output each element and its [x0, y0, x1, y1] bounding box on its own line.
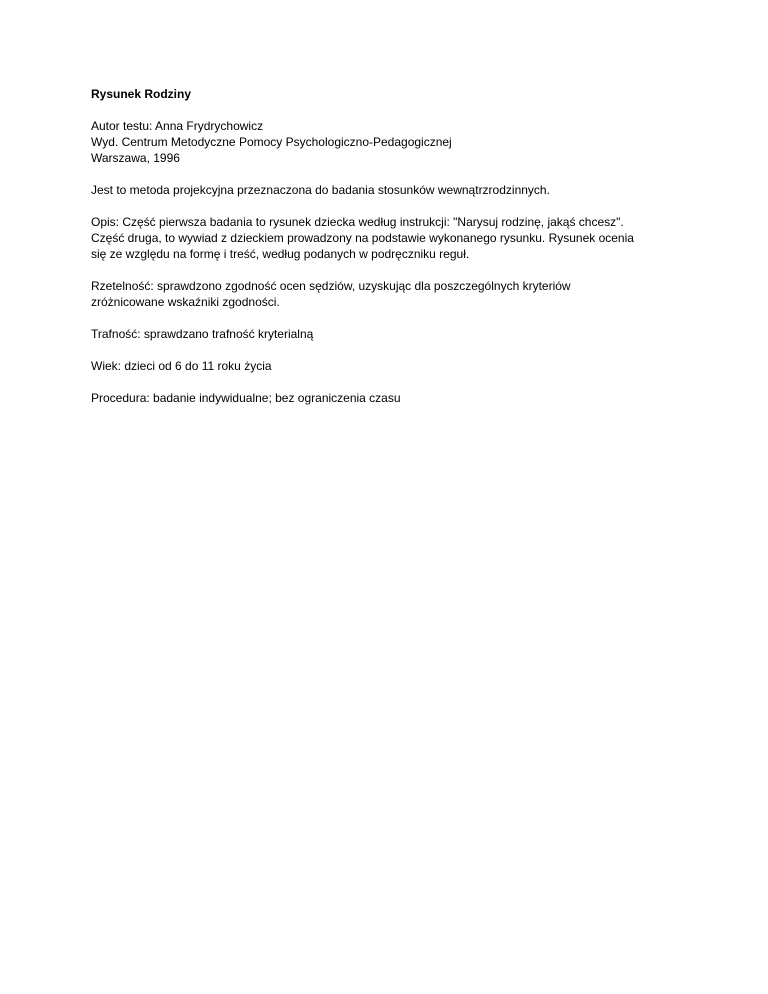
publication-info	[91, 118, 691, 166]
validity-paragraph	[91, 326, 691, 342]
reliability-line-1: Rzetelność: sprawdzono zgodność ocen sędziów, uzyskując dla poszczególnych kryteriów	[91, 279, 571, 293]
author-line: Autor testu: Anna Frydrychowicz	[91, 119, 264, 133]
procedure-paragraph	[91, 390, 691, 406]
description-line-3: się ze względu na formę i treść, według podanych w podręczniku reguł.	[91, 247, 470, 261]
place-year-line: Warszawa, 1996	[91, 151, 180, 165]
validity-line: Trafność: sprawdzano trafność kryterialną	[91, 327, 314, 341]
procedure-line: Procedura: badanie indywidualne; bez ograniczenia czasu	[91, 391, 401, 405]
age-paragraph	[91, 358, 691, 374]
description-paragraph	[91, 214, 691, 262]
intro-paragraph	[91, 182, 691, 198]
intro-line: Jest to metoda projekcyjna przeznaczona do badania stosunków wewnątrzrodzinnych.	[91, 183, 550, 197]
publisher-line: Wyd. Centrum Metodyczne Pomocy Psychologiczno-Pedagogicznej	[91, 135, 452, 149]
reliability-line-2: zróżnicowane wskaźniki zgodności.	[91, 295, 280, 309]
age-line: Wiek: dzieci od 6 do 11 roku życia	[91, 359, 272, 373]
description-line-1: Opis: Część pierwsza badania to rysunek dziecka według instrukcji: "Narysuj rodzinę, jakąś chcesz".	[91, 215, 624, 229]
document-title: Rysunek Rodziny	[91, 87, 192, 101]
document-page	[91, 86, 691, 422]
reliability-paragraph	[91, 278, 691, 310]
description-line-2: Część druga, to wywiad z dzieckiem prowadzony na podstawie wykonanego rysunku. Rysunek ocenia	[91, 231, 634, 245]
